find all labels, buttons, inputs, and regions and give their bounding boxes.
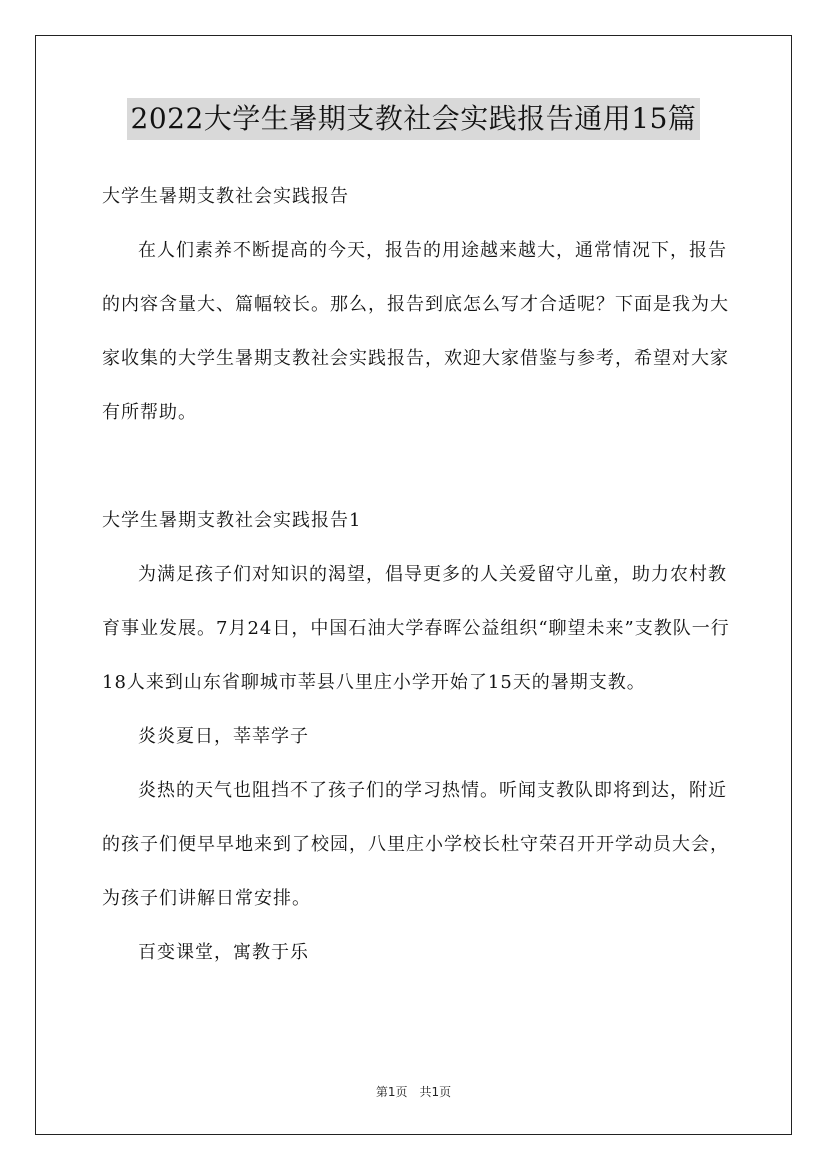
document-body xyxy=(102,170,732,980)
document-title xyxy=(0,98,827,140)
document-title-text: 2022大学生暑期支教社会实践报告通用15篇 xyxy=(127,98,701,140)
intro-paragraph: 在人们素养不断提高的今天，报告的用途越来越大，通常情况下，报告的内容含量大、篇幅较长。那么，报告到底怎么写才合适呢？下面是我为大家收集的大学生暑期支教社会实践报告，欢迎大家借鉴与参考，希望对大家有所帮助。 xyxy=(102,240,729,423)
blank-line xyxy=(102,440,732,494)
section1-heading: 大学生暑期支教社会实践报告1 xyxy=(102,510,362,531)
intro-heading: 大学生暑期支教社会实践报告 xyxy=(102,186,349,207)
subheading-classroom: 百变课堂，寓教于乐 xyxy=(138,942,309,963)
page-number: 第1页 共1页 xyxy=(375,1085,452,1099)
section1-paragraph-1: 为满足孩子们对知识的渴望，倡导更多的人关爱留守儿童，助力农村教育事业发展。7月24日，中国石油大学春晖公益组织“聊望未来”支教队一行18人来到山东省聊城市莘县八里庄小学开始了15天的暑期支教。 xyxy=(102,564,730,693)
section1-paragraph-2: 炎热的天气也阻挡不了孩子们的学习热情。听闻支教队即将到达，附近的孩子们便早早地来到了校园，八里庄小学校长杜守荣召开开学动员大会，为孩子们讲解日常安排。 xyxy=(102,780,729,909)
subheading-summer: 炎炎夏日，莘莘学子 xyxy=(138,726,309,747)
page-footer xyxy=(0,1083,827,1100)
